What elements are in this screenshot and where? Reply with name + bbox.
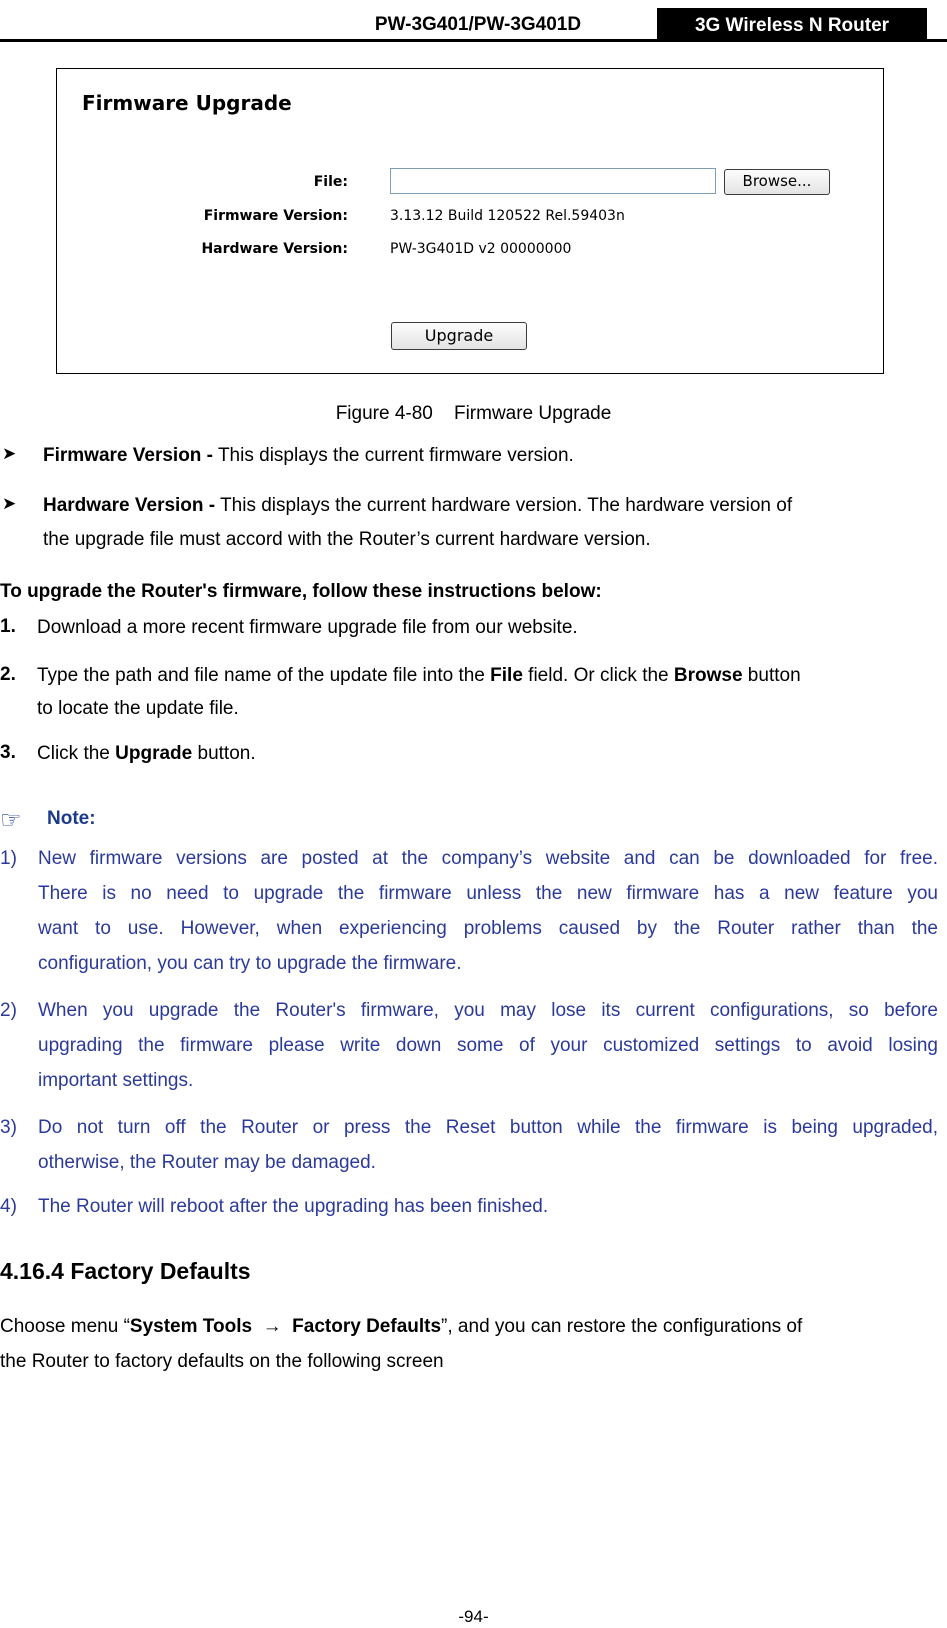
note-line: Do not turn off the Router or press the Reset button while the firmware is being upgraded,	[38, 1117, 938, 1138]
page-header	[0, 0, 947, 44]
step-text: button	[742, 665, 801, 686]
file-input[interactable]	[390, 168, 716, 194]
note-line: otherwise, the Router may be damaged.	[38, 1152, 376, 1173]
step-number: 3.	[0, 742, 16, 763]
bullet-text: This displays the current hardware version. The hardware version of	[215, 495, 793, 516]
file-label: File:	[313, 174, 348, 190]
step-number: 2.	[0, 664, 16, 685]
step-text: Type the path and file name of the update file into the	[37, 665, 491, 686]
firmware-upgrade-figure	[56, 68, 884, 374]
closing-text: ”, and you can restore the configurations of	[441, 1316, 803, 1337]
firmware-version-value: 3.13.12 Build 120522 Rel.59403n	[390, 208, 625, 224]
note-number: 2)	[0, 1000, 17, 1021]
note-number: 4)	[0, 1196, 17, 1217]
browse-button[interactable]: Browse...	[724, 169, 830, 195]
section-number: 4.16.4	[0, 1258, 64, 1284]
note-line: upgrading the firmware please write down some of your customized settings to avoid losing	[38, 1035, 938, 1056]
step-1-text: Download a more recent firmware upgrade file from our website.	[37, 617, 578, 638]
header-model: PW-3G401/PW-3G401D	[374, 14, 582, 35]
note-number: 3)	[0, 1117, 17, 1138]
section-heading	[0, 1258, 251, 1285]
closing-paragraph-cont: the Router to factory defaults on the following screen	[0, 1351, 444, 1372]
bullet-hardware-version-cont: the upgrade file must accord with the Router’s current hardware version.	[43, 529, 651, 550]
step-3-text	[37, 742, 256, 766]
note-line: New firmware versions are posted at the company’s website and can be downloaded for free.	[38, 848, 938, 869]
figure-caption: Figure 4-80 Firmware Upgrade	[335, 403, 612, 424]
pointing-hand-icon: ☞	[0, 807, 22, 834]
closing-bold: System Tools	[129, 1316, 253, 1337]
closing-text: Choose menu “	[0, 1316, 130, 1337]
right-arrow-icon: →	[262, 1316, 282, 1337]
instructions-heading: To upgrade the Router's firmware, follow these instructions below:	[0, 581, 602, 602]
note-label: Note:	[47, 808, 96, 829]
upgrade-button[interactable]: Upgrade	[391, 322, 527, 350]
step-bold: File	[490, 665, 523, 686]
step-text: Click the	[37, 743, 116, 764]
bullet-arrow-icon: ➤	[2, 444, 17, 463]
bullet-term: Hardware Version -	[43, 495, 216, 516]
figure-title: Firmware Upgrade	[82, 91, 292, 115]
page-number: -94-	[458, 1607, 489, 1626]
bullet-text: This displays the current firmware version.	[213, 445, 574, 466]
step-2-text	[37, 664, 801, 688]
note-line: configuration, you can try to upgrade the firmware.	[38, 953, 462, 974]
note-number: 1)	[0, 848, 17, 869]
note-item-4	[38, 1189, 938, 1224]
firmware-version-label: Firmware Version:	[203, 208, 348, 224]
section-title: Factory Defaults	[70, 1258, 251, 1284]
bullet-term: Firmware Version -	[43, 445, 214, 466]
note-item-3	[38, 1110, 938, 1180]
closing-bold: Factory Defaults	[292, 1316, 442, 1337]
bullet-arrow-icon: ➤	[2, 494, 17, 513]
note-line: important settings.	[38, 1070, 194, 1091]
step-bold: Upgrade	[115, 743, 193, 764]
hardware-version-value: PW-3G401D v2 00000000	[390, 241, 572, 257]
note-item-1	[38, 841, 938, 981]
bullet-hardware-version	[43, 494, 792, 518]
step-number: 1.	[0, 616, 16, 637]
step-text: button.	[192, 743, 256, 764]
step-bold: Browse	[673, 665, 743, 686]
header-product-tab: 3G Wireless N Router	[657, 8, 927, 42]
header-rule-end	[927, 39, 947, 42]
closing-paragraph	[0, 1315, 802, 1339]
hardware-version-label: Hardware Version:	[201, 241, 348, 257]
note-item-2	[38, 993, 938, 1098]
step-2-text-cont: to locate the update file.	[37, 698, 239, 719]
bullet-firmware-version	[43, 444, 574, 468]
note-line: When you upgrade the Router's firmware, you may lose its current configurations, so before	[38, 1000, 938, 1021]
note-line: The Router will reboot after the upgrading has been finished.	[38, 1196, 549, 1217]
note-line: want to use. However, when experiencing problems caused by the Router rather than the	[38, 918, 938, 939]
note-line: There is no need to upgrade the firmware unless the new firmware has a new feature you	[38, 883, 938, 904]
step-text: field. Or click the	[522, 665, 674, 686]
